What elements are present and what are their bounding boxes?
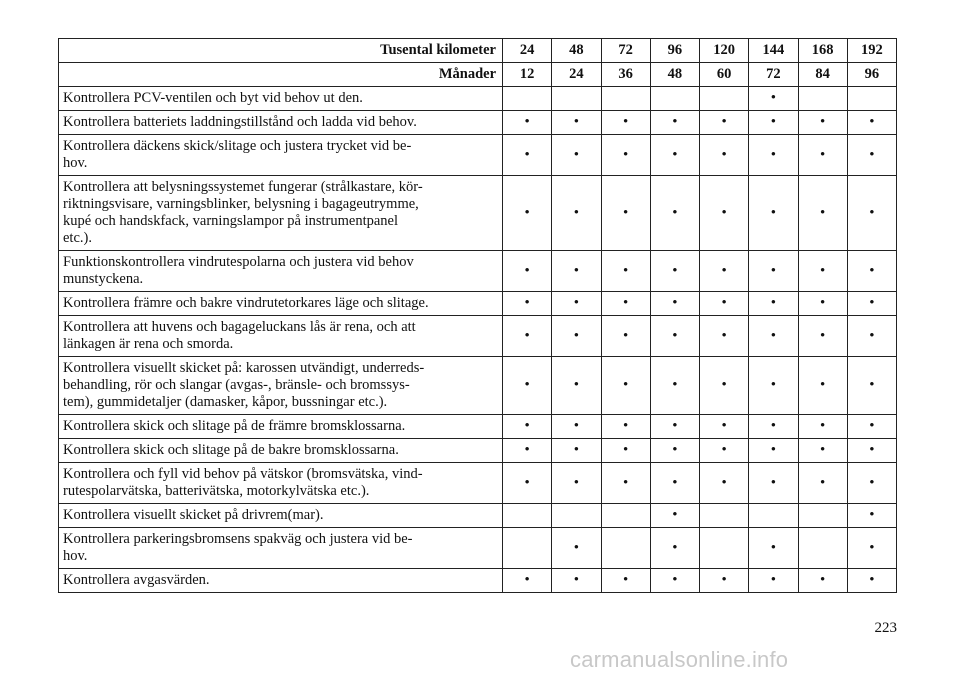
table-row (59, 504, 897, 528)
header-month-1: 24 (552, 63, 601, 87)
service-mark: • (700, 111, 749, 135)
service-mark: • (503, 176, 552, 251)
task-description: Kontrollera visuellt skicket på: karossen utvändigt, underreds- behandling, rör och slangar (avgas-, bränsle- och bromssys- tem), gummidetaljer (damasker, kåpor, bussningar etc.). (59, 357, 503, 415)
header-month-7: 96 (847, 63, 896, 87)
service-mark: • (700, 415, 749, 439)
empty-cell (601, 528, 650, 569)
service-mark: • (552, 357, 601, 415)
service-mark: • (700, 251, 749, 292)
service-mark: • (749, 111, 798, 135)
table-row (59, 439, 897, 463)
task-description: Kontrollera och fyll vid behov på vätskor (bromsvätska, vind- rutespolarvätska, batterivätska, motorkylvätska etc.). (59, 463, 503, 504)
empty-cell (700, 504, 749, 528)
service-mark: • (601, 439, 650, 463)
header-row-kilometers (59, 39, 897, 63)
service-mark: • (798, 569, 847, 593)
maintenance-schedule-table (58, 38, 897, 593)
task-description: Kontrollera skick och slitage på de bakre bromsklossarna. (59, 439, 503, 463)
service-mark: • (503, 439, 552, 463)
service-mark: • (503, 316, 552, 357)
header-month-label: Månader (59, 63, 503, 87)
task-description: Funktionskontrollera vindrutespolarna och justera vid behov munstyckena. (59, 251, 503, 292)
service-mark: • (552, 463, 601, 504)
task-description: Kontrollera däckens skick/slitage och justera trycket vid be- hov. (59, 135, 503, 176)
table-row (59, 251, 897, 292)
service-mark: • (650, 463, 699, 504)
schedule-body (59, 87, 897, 593)
service-mark: • (700, 316, 749, 357)
header-km-7: 192 (847, 39, 896, 63)
header-month-2: 36 (601, 63, 650, 87)
service-mark: • (749, 292, 798, 316)
empty-cell (601, 87, 650, 111)
service-mark: • (552, 528, 601, 569)
service-mark: • (650, 176, 699, 251)
service-mark: • (700, 439, 749, 463)
table-row (59, 87, 897, 111)
service-mark: • (552, 176, 601, 251)
service-mark: • (503, 463, 552, 504)
service-mark: • (847, 111, 896, 135)
service-mark: • (749, 357, 798, 415)
service-mark: • (503, 111, 552, 135)
empty-cell (847, 87, 896, 111)
empty-cell (700, 87, 749, 111)
service-mark: • (749, 316, 798, 357)
service-mark: • (749, 415, 798, 439)
service-mark: • (503, 251, 552, 292)
service-mark: • (650, 439, 699, 463)
service-mark: • (798, 357, 847, 415)
service-mark: • (798, 463, 847, 504)
table-row (59, 111, 897, 135)
service-mark: • (601, 135, 650, 176)
service-mark: • (798, 415, 847, 439)
empty-cell (700, 528, 749, 569)
page-number: 223 (874, 620, 897, 636)
service-mark: • (847, 439, 896, 463)
service-mark: • (700, 135, 749, 176)
service-mark: • (700, 292, 749, 316)
service-mark: • (749, 439, 798, 463)
service-mark: • (847, 292, 896, 316)
task-description: Kontrollera visuellt skicket på drivrem(mar). (59, 504, 503, 528)
service-mark: • (503, 292, 552, 316)
empty-cell (552, 87, 601, 111)
header-month-0: 12 (503, 63, 552, 87)
service-mark: • (650, 111, 699, 135)
empty-cell (798, 87, 847, 111)
empty-cell (503, 504, 552, 528)
empty-cell (650, 87, 699, 111)
service-mark: • (650, 251, 699, 292)
service-mark: • (847, 463, 896, 504)
table-row (59, 316, 897, 357)
service-mark: • (847, 569, 896, 593)
service-mark: • (552, 292, 601, 316)
service-mark: • (601, 111, 650, 135)
service-mark: • (749, 176, 798, 251)
empty-cell (798, 504, 847, 528)
service-mark: • (749, 528, 798, 569)
header-km-6: 168 (798, 39, 847, 63)
service-mark: • (798, 135, 847, 176)
service-mark: • (700, 569, 749, 593)
task-description: Kontrollera att belysningssystemet fungerar (strålkastare, kör- riktningsvisare, varningsblinker, belysning i bagageutrymme, kupé och handskfack, varningslampor på instrumentpanel etc.). (59, 176, 503, 251)
service-mark: • (601, 415, 650, 439)
header-km-label: Tusental kilometer (59, 39, 503, 63)
service-mark: • (798, 251, 847, 292)
service-mark: • (650, 292, 699, 316)
service-mark: • (552, 111, 601, 135)
header-row-months (59, 63, 897, 87)
empty-cell (552, 504, 601, 528)
service-mark: • (503, 135, 552, 176)
header-month-3: 48 (650, 63, 699, 87)
service-mark: • (749, 251, 798, 292)
service-mark: • (798, 176, 847, 251)
service-mark: • (749, 463, 798, 504)
service-mark: • (798, 316, 847, 357)
service-mark: • (552, 415, 601, 439)
service-mark: • (847, 251, 896, 292)
table-row (59, 415, 897, 439)
header-month-6: 84 (798, 63, 847, 87)
table-row (59, 569, 897, 593)
service-mark: • (650, 504, 699, 528)
service-mark: • (650, 415, 699, 439)
task-description: Kontrollera PCV-ventilen och byt vid behov ut den. (59, 87, 503, 111)
task-description: Kontrollera skick och slitage på de främre bromsklossarna. (59, 415, 503, 439)
service-mark: • (749, 135, 798, 176)
service-mark: • (601, 292, 650, 316)
table-row (59, 292, 897, 316)
watermark: carmanualsonline.info (570, 647, 789, 672)
service-mark: • (798, 292, 847, 316)
header-km-0: 24 (503, 39, 552, 63)
service-mark: • (601, 316, 650, 357)
service-mark: • (847, 176, 896, 251)
header-km-4: 120 (700, 39, 749, 63)
service-mark: • (847, 316, 896, 357)
table-row (59, 357, 897, 415)
service-mark: • (552, 135, 601, 176)
service-mark: • (847, 504, 896, 528)
service-mark: • (601, 569, 650, 593)
table-row (59, 135, 897, 176)
header-km-1: 48 (552, 39, 601, 63)
service-mark: • (847, 135, 896, 176)
service-mark: • (700, 463, 749, 504)
service-mark: • (601, 463, 650, 504)
service-mark: • (650, 528, 699, 569)
service-mark: • (503, 569, 552, 593)
service-mark: • (552, 316, 601, 357)
service-mark: • (650, 569, 699, 593)
task-description: Kontrollera batteriets laddningstillstånd och ladda vid behov. (59, 111, 503, 135)
header-km-5: 144 (749, 39, 798, 63)
service-mark: • (601, 176, 650, 251)
service-mark: • (650, 357, 699, 415)
service-mark: • (749, 87, 798, 111)
empty-cell (503, 528, 552, 569)
service-mark: • (847, 415, 896, 439)
service-mark: • (700, 357, 749, 415)
service-mark: • (798, 111, 847, 135)
empty-cell (749, 504, 798, 528)
header-month-4: 60 (700, 63, 749, 87)
service-mark: • (601, 251, 650, 292)
header-month-5: 72 (749, 63, 798, 87)
header-km-2: 72 (601, 39, 650, 63)
service-mark: • (650, 135, 699, 176)
service-mark: • (552, 439, 601, 463)
task-description: Kontrollera att huvens och bagageluckans lås är rena, och att länkagen är rena och smorda. (59, 316, 503, 357)
empty-cell (503, 87, 552, 111)
table-row (59, 528, 897, 569)
empty-cell (601, 504, 650, 528)
service-mark: • (798, 439, 847, 463)
empty-cell (798, 528, 847, 569)
service-mark: • (700, 176, 749, 251)
header-km-3: 96 (650, 39, 699, 63)
task-description: Kontrollera främre och bakre vindrutetorkares läge och slitage. (59, 292, 503, 316)
service-mark: • (601, 357, 650, 415)
service-mark: • (552, 251, 601, 292)
task-description: Kontrollera avgasvärden. (59, 569, 503, 593)
table-row (59, 463, 897, 504)
task-description: Kontrollera parkeringsbromsens spakväg och justera vid be- hov. (59, 528, 503, 569)
service-mark: • (847, 528, 896, 569)
service-mark: • (503, 415, 552, 439)
table-row (59, 176, 897, 251)
service-mark: • (749, 569, 798, 593)
service-mark: • (650, 316, 699, 357)
service-mark: • (503, 357, 552, 415)
service-mark: • (847, 357, 896, 415)
service-mark: • (552, 569, 601, 593)
